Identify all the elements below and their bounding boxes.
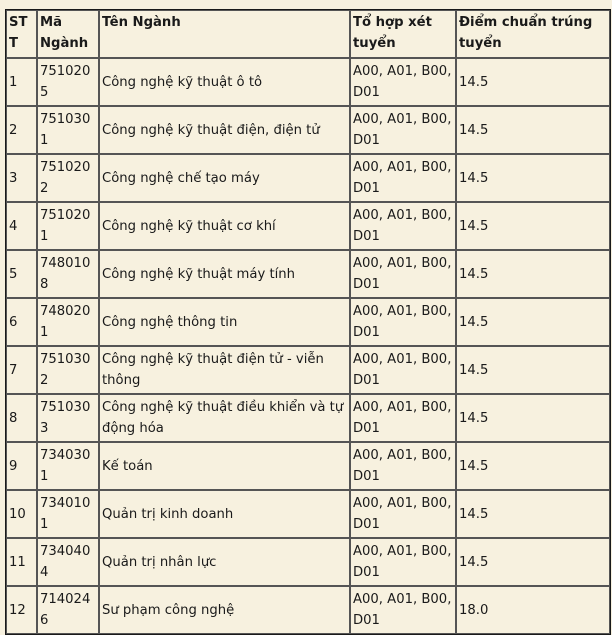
cell-cutoff-score: 14.5 bbox=[456, 58, 610, 106]
cell-subject-combination: A00, A01, B00, D01 bbox=[350, 442, 456, 490]
cell-major-code: 7510302 bbox=[37, 346, 99, 394]
table-row bbox=[6, 298, 610, 346]
table-row bbox=[6, 154, 610, 202]
cell-stt: 9 bbox=[6, 442, 37, 490]
cell-cutoff-score: 14.5 bbox=[456, 298, 610, 346]
cell-major-code: 7140246 bbox=[37, 586, 99, 634]
cell-major-name: Công nghệ kỹ thuật điện tử - viễn thông bbox=[99, 346, 350, 394]
cell-major-code: 7340404 bbox=[37, 538, 99, 586]
table-row bbox=[6, 394, 610, 442]
cell-stt: 5 bbox=[6, 250, 37, 298]
cell-major-code: 7510202 bbox=[37, 154, 99, 202]
header-major-code: Mã Ngành bbox=[37, 10, 99, 58]
cell-subject-combination: A00, A01, B00, D01 bbox=[350, 298, 456, 346]
cell-major-name: Công nghệ kỹ thuật điều khiển và tự động hóa bbox=[99, 394, 350, 442]
cell-cutoff-score: 14.5 bbox=[456, 106, 610, 154]
table-row bbox=[6, 250, 610, 298]
admission-scores-table bbox=[5, 9, 611, 635]
cell-major-code: 7480201 bbox=[37, 298, 99, 346]
cell-stt: 3 bbox=[6, 154, 37, 202]
table-row bbox=[6, 58, 610, 106]
cell-cutoff-score: 14.5 bbox=[456, 490, 610, 538]
cell-subject-combination: A00, A01, B00, D01 bbox=[350, 586, 456, 634]
cell-major-name: Công nghệ kỹ thuật cơ khí bbox=[99, 202, 350, 250]
table-row bbox=[6, 586, 610, 634]
header-stt: STT bbox=[6, 10, 37, 58]
cell-cutoff-score: 14.5 bbox=[456, 394, 610, 442]
cell-subject-combination: A00, A01, B00, D01 bbox=[350, 250, 456, 298]
cell-major-name: Công nghệ kỹ thuật điện, điện tử bbox=[99, 106, 350, 154]
table-row bbox=[6, 538, 610, 586]
table-row bbox=[6, 202, 610, 250]
cell-subject-combination: A00, A01, B00, D01 bbox=[350, 538, 456, 586]
table-row bbox=[6, 106, 610, 154]
cell-major-name: Công nghệ thông tin bbox=[99, 298, 350, 346]
cell-stt: 12 bbox=[6, 586, 37, 634]
cell-major-name: Quản trị nhân lực bbox=[99, 538, 350, 586]
cell-major-code: 7510301 bbox=[37, 106, 99, 154]
table-header-row bbox=[6, 10, 610, 58]
cell-subject-combination: A00, A01, B00, D01 bbox=[350, 154, 456, 202]
cell-major-code: 7340301 bbox=[37, 442, 99, 490]
cell-stt: 11 bbox=[6, 538, 37, 586]
cell-subject-combination: A00, A01, B00, D01 bbox=[350, 490, 456, 538]
cell-cutoff-score: 14.5 bbox=[456, 154, 610, 202]
cell-subject-combination: A00, A01, B00, D01 bbox=[350, 346, 456, 394]
cell-major-code: 7510205 bbox=[37, 58, 99, 106]
cell-stt: 4 bbox=[6, 202, 37, 250]
header-subject-combination: Tổ hợp xét tuyển bbox=[350, 10, 456, 58]
cell-major-name: Công nghệ kỹ thuật ô tô bbox=[99, 58, 350, 106]
cell-cutoff-score: 14.5 bbox=[456, 250, 610, 298]
cell-major-code: 7480108 bbox=[37, 250, 99, 298]
cell-subject-combination: A00, A01, B00, D01 bbox=[350, 394, 456, 442]
header-cutoff-score: Điểm chuẩn trúng tuyển bbox=[456, 10, 610, 58]
admission-scores-table-container bbox=[5, 9, 611, 635]
cell-major-name: Kế toán bbox=[99, 442, 350, 490]
table-row bbox=[6, 490, 610, 538]
cell-subject-combination: A00, A01, B00, D01 bbox=[350, 106, 456, 154]
header-major-name: Tên Ngành bbox=[99, 10, 350, 58]
cell-stt: 8 bbox=[6, 394, 37, 442]
cell-major-code: 7340101 bbox=[37, 490, 99, 538]
cell-major-name: Sư phạm công nghệ bbox=[99, 586, 350, 634]
cell-major-code: 7510201 bbox=[37, 202, 99, 250]
cell-major-code: 7510303 bbox=[37, 394, 99, 442]
cell-cutoff-score: 14.5 bbox=[456, 346, 610, 394]
cell-cutoff-score: 14.5 bbox=[456, 538, 610, 586]
cell-stt: 2 bbox=[6, 106, 37, 154]
table-row bbox=[6, 346, 610, 394]
cell-major-name: Quản trị kinh doanh bbox=[99, 490, 350, 538]
cell-subject-combination: A00, A01, B00, D01 bbox=[350, 58, 456, 106]
cell-major-name: Công nghệ kỹ thuật máy tính bbox=[99, 250, 350, 298]
cell-stt: 10 bbox=[6, 490, 37, 538]
table-row bbox=[6, 442, 610, 490]
cell-stt: 7 bbox=[6, 346, 37, 394]
cell-stt: 1 bbox=[6, 58, 37, 106]
cell-major-name: Công nghệ chế tạo máy bbox=[99, 154, 350, 202]
cell-cutoff-score: 18.0 bbox=[456, 586, 610, 634]
cell-cutoff-score: 14.5 bbox=[456, 442, 610, 490]
cell-subject-combination: A00, A01, B00, D01 bbox=[350, 202, 456, 250]
cell-cutoff-score: 14.5 bbox=[456, 202, 610, 250]
cell-stt: 6 bbox=[6, 298, 37, 346]
